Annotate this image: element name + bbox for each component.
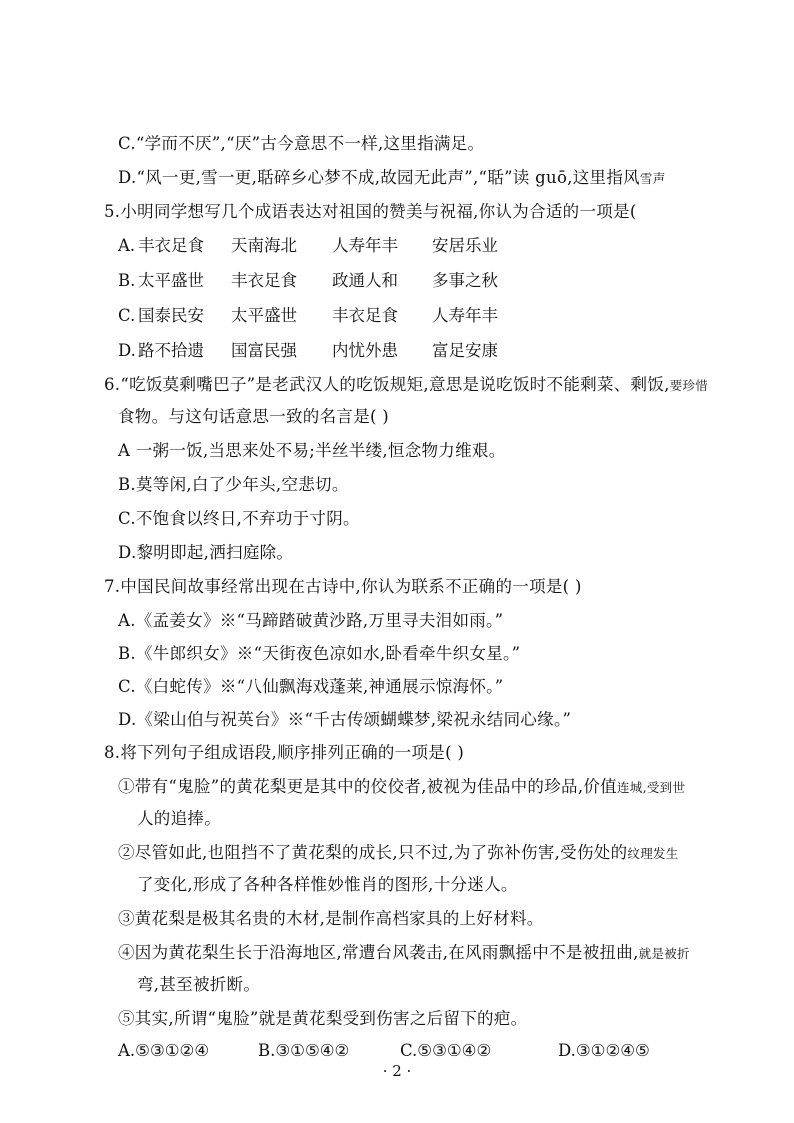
question-6-stem-line2: 食物。与这句话意思一致的名言是( ): [118, 407, 390, 426]
question-6-stem-main: 6.“吃饭莫剩嘴巴子”是老武汉人的吃饭规矩,意思是说吃饭时不能剩菜、剩饭,: [104, 375, 670, 394]
question-8-sentence-2: ②尽管如此,也阻挡不了黄花梨的成长,只不过,为了弥补伤害,受伤处的纹理发生: [118, 843, 679, 862]
question-6-stem: [104, 374, 708, 397]
option-d-prev: [118, 167, 666, 190]
question-7-option-c: C.《白蛇传》※“八仙飘海戏蓬莱,神通展示惊海怀。”: [118, 677, 504, 696]
question-8-answer-b: B.③①⑤④②: [258, 1041, 350, 1060]
exam-page: C.“学而不厌”,“厌”古今意思不一样,这里指满足。 D.“风一更,雪一更,聒碎乡心梦不成,故园无此声”,“聒”读 guō,这里指风雪声 5.小明同学想写几个成语表达对祖国的赞美与祝福,你认为合适的一项是( A. 丰衣足食 天南海北 人寿年丰 安居乐业 B. 太平盛世 丰衣足食 政通人和 多事之秋 C. 国泰民安 太平盛世 丰衣足食 人寿年丰 D. 路不拾遗 国富民强 内忧外患 富足安康 6.“吃饭莫剩嘴巴子”是老武汉人的吃饭规矩,意思是说吃饭时不能剩菜、剩饭,要珍惜 食物。与这句话意思一致的名言是( ) A 一粥一饭,当思来处不易;半丝半缕,恒念物力维艰。 B.莫等闲,白了少年头,空悲切。 C.不饱食以终日,不弃功于寸阴。 D.黎明即起,洒扫庭除。 7.中国民间故事经常出现在古诗中,你认为联系不正确的一项是( ) A.《孟姜女》※“马蹄踏破黄沙路,万里寻夫泪如雨。” B.《牛郎织女》※“天街夜色凉如水,卧看牵牛织女星。” C.《白蛇传》※“八仙飘海戏蓬莱,神通展示惊海怀。” D.《梁山伯与祝英台》※“千古传颂蝴蝶梦,梁祝永结同心缘。” 8.将下列句子组成语段,顺序排列正确的一项是( ) ①带有“鬼脸”的黄花梨更是其中的佼佼者,被视为佳品中的珍品,价值连城,受到世 人的追捧。 ②尽管如此,也阻挡不了黄花梨的成长,只不过,为了弥补伤害,受伤处的纹理发生 了变化,形成了各种各样惟妙惟肖的图形,十分迷人。 ③黄花梨是极其名贵的木材,是制作高档家具的上好材料。 ④因为黄花梨生长于沿海地区,常遭台风袭击,在风雨飘摇中不是被扭曲,就是被折 弯,甚至被折断。 ⑤其实,所谓“鬼脸”就是黄花梨受到伤害之后留下的疤。 A.⑤③①②④ B.③①⑤④② C.⑤③①④② D.③①②④⑤ · 2 ·: [0, 0, 794, 1123]
question-6-option-b: B.莫等闲,白了少年头,空悲切。: [118, 475, 349, 494]
question-8-sentence-4: ④因为黄花梨生长于沿海地区,常遭台风袭击,在风雨飘摇中不是被扭曲,就是被折: [118, 943, 690, 962]
option-d-prev-tail: 雪声: [639, 171, 666, 186]
option-d-prev-main: D.“风一更,雪一更,聒碎乡心梦不成,故园无此声”,“聒”读 guō,这里指风: [118, 168, 640, 187]
question-8-answer-a: A.⑤③①②④: [118, 1041, 210, 1060]
question-8-sentence-1: ①带有“鬼脸”的黄花梨更是其中的佼佼者,被视为佳品中的珍品,价值连城,受到世: [118, 777, 686, 796]
question-8-sentence-2-cont: 了变化,形成了各种各样惟妙惟肖的图形,十分迷人。: [137, 875, 518, 894]
question-6-option-c: C.不饱食以终日,不弃功于寸阴。: [118, 509, 360, 528]
question-8-sentence-1-cont: 人的追捧。: [137, 809, 221, 828]
question-7-option-b: B.《牛郎织女》※“天街夜色凉如水,卧看牵牛织女星。”: [118, 644, 521, 663]
page-number: · 2 ·: [382, 1062, 412, 1080]
question-6-option-d: D.黎明即起,洒扫庭除。: [118, 543, 294, 562]
question-5-stem: 5.小明同学想写几个成语表达对祖国的赞美与祝福,你认为合适的一项是(: [104, 202, 637, 221]
question-8-answer-c: C.⑤③①④②: [400, 1041, 492, 1060]
question-8-stem: 8.将下列句子组成语段,顺序排列正确的一项是( ): [104, 743, 465, 762]
question-7-stem: 7.中国民间故事经常出现在古诗中,你认为联系不正确的一项是( ): [104, 577, 582, 596]
question-6-option-a: A 一粥一饭,当思来处不易;半丝半缕,恒念物力维艰。: [118, 441, 506, 460]
question-7-option-a: A.《孟姜女》※“马蹄踏破黄沙路,万里寻夫泪如雨。”: [118, 611, 504, 630]
question-8-sentence-3: ③黄花梨是极其名贵的木材,是制作高档家具的上好材料。: [118, 909, 544, 928]
question-8-sentence-5: ⑤其实,所谓“鬼脸”就是黄花梨受到伤害之后留下的疤。: [118, 1009, 528, 1028]
question-7-option-d: D.《梁山伯与祝英台》※“千古传颂蝴蝶梦,梁祝永结同心缘。”: [118, 710, 572, 729]
question-8-answer-d: D.③①②④⑤: [558, 1041, 650, 1060]
option-c-prev: C.“学而不厌”,“厌”古今意思不一样,这里指满足。: [118, 134, 485, 153]
question-8-sentence-4-cont: 弯,甚至被折断。: [137, 975, 261, 994]
question-6-stem-tail: 要珍惜: [669, 378, 709, 393]
